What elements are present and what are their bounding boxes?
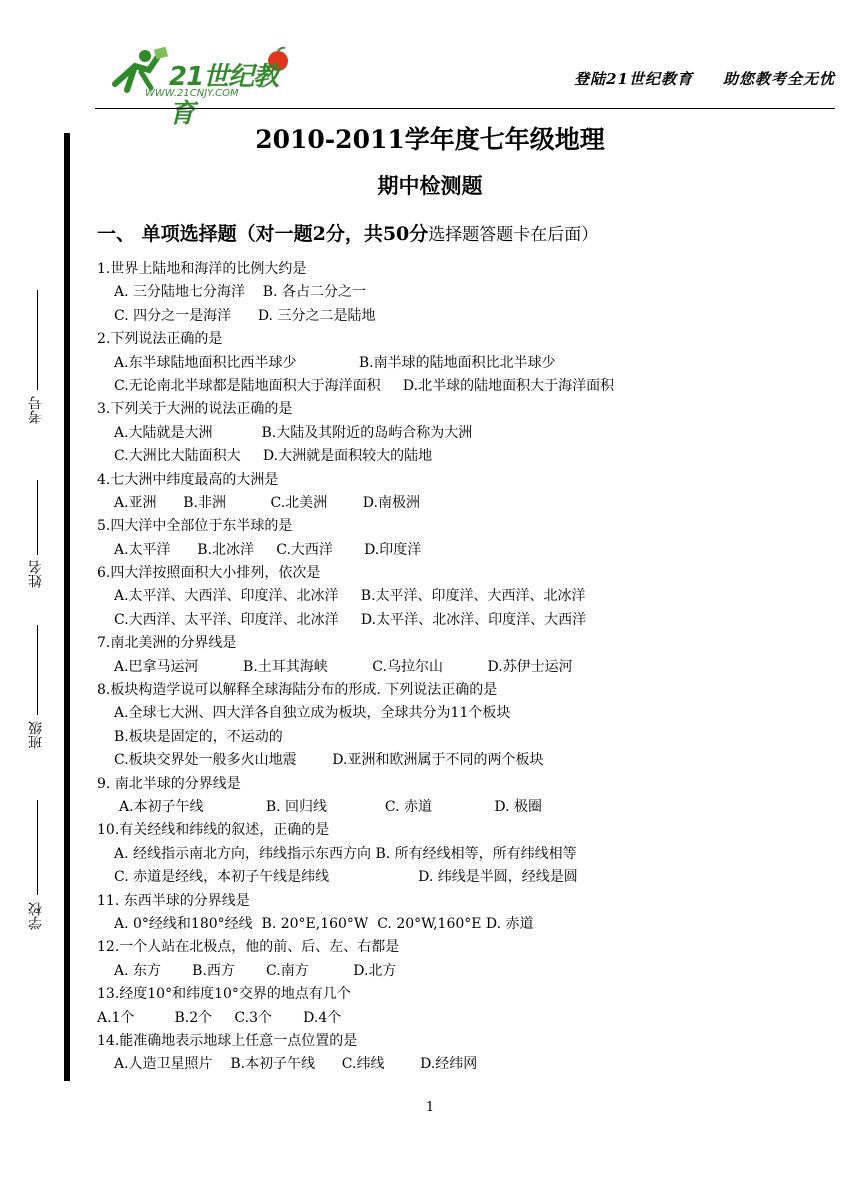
question-options: C. 赤道是经线，本初子午线是纬线 D. 纬线是半圆，经线是圆	[114, 869, 578, 886]
fill-line	[37, 290, 38, 390]
section-heading-main: 一、 单项选择题（对一题2分，共50分	[97, 223, 429, 245]
side-field-exam-number	[26, 290, 50, 440]
page-subtitle: 期中检测题	[377, 173, 483, 198]
question-options: A.太平洋、大西洋、印度洋、北冰洋 B.太平洋、印度洋、大西洋、北冰洋	[114, 588, 586, 605]
question-options: A.1个 B.2个 C.3个 D.4个	[97, 1009, 342, 1026]
question-stem: 12.一个人站在北极点，他的前、后、左、右都是	[97, 939, 400, 956]
side-label: 班级	[28, 721, 44, 749]
side-field-school	[26, 800, 50, 950]
question-options: A.全球七大洲、四大洋各自独立成为板块，全球共分为11个板块	[114, 705, 511, 722]
side-label: 考号	[28, 396, 44, 424]
question-stem: 3.下列关于大洲的说法正确的是	[97, 401, 293, 418]
page-header	[95, 40, 835, 129]
section-heading-note: 选择题答题卡在后面）	[428, 225, 599, 245]
side-label: 学校	[28, 902, 44, 930]
question-options: B.板块是固定的，不运动的	[114, 728, 283, 745]
header-slogan	[544, 68, 835, 89]
question-options: A.亚洲 B.非洲 C.北美洲 D.南极洲	[114, 494, 420, 511]
question-list	[97, 258, 837, 1077]
question-options: A. 三分陆地七分海洋 B. 各占二分之一	[114, 284, 366, 301]
side-field-name	[26, 480, 50, 630]
question-options: C.板块交界处一般多火山地震 D.亚洲和欧洲属于不同的两个板块	[114, 752, 544, 769]
side-field-class	[26, 625, 50, 775]
question-stem: 8.板块构造学说可以解释全球海陆分布的形成. 下列说法正确的是	[97, 682, 498, 699]
question-stem: 11. 东西半球的分界线是	[97, 892, 250, 909]
question-options: C.大洲比大陆面积大 D.大洲就是面积较大的陆地	[114, 448, 433, 465]
question-stem: 14.能准确地表示地球上任意一点位置的是	[97, 1032, 358, 1049]
fill-line	[37, 800, 38, 895]
question-options: C.无论南北半球都是陆地面积大于海洋面积 D.北半球的陆地面积大于海洋面积	[114, 377, 615, 394]
slogan-2: 助您教考全无忧	[722, 70, 835, 88]
question-stem: 9. 南北半球的分界线是	[97, 775, 241, 792]
question-stem: 2.下列说法正确的是	[97, 331, 223, 348]
side-label: 姓名	[28, 560, 44, 588]
question-options: A.本初子午线 B. 回归线 C. 赤道 D. 极圈	[119, 798, 542, 815]
question-stem: 10.有关经线和纬线的叙述，正确的是	[97, 822, 330, 839]
question-options: A. 经线指示南北方向，纬线指示东西方向 B. 所有经线相等，所有纬线相等	[114, 845, 577, 862]
question-options: A.大陆就是大洲 B.大陆及其附近的岛屿合称为大洲	[114, 424, 473, 441]
question-options: A.巴拿马运河 B.土耳其海峡 C.乌拉尔山 D.苏伊士运河	[114, 658, 573, 675]
question-stem: 1.世界上陆地和海洋的比例大约是	[97, 261, 307, 277]
binding-bar	[64, 133, 70, 1081]
fill-line	[37, 480, 38, 555]
slogan-1: 登陆21世纪教育	[574, 70, 693, 88]
question-stem: 7.南北美洲的分界线是	[97, 635, 237, 652]
logo-url: WWW.21CNJY.COM	[145, 88, 239, 99]
question-options: A.东半球陆地面积比西半球少 B.南半球的陆地面积比北半球少	[114, 354, 556, 371]
question-stem: 5.四大洋中全部位于东半球的是	[97, 518, 293, 535]
page-title: 2010-2011学年度七年级地理	[255, 125, 605, 154]
question-options: A.人造卫星照片 B.本初子午线 C.纬线 D.经纬网	[114, 1056, 478, 1073]
question-stem: 13.经度10°和纬度10°交界的地点有几个	[97, 986, 351, 1003]
question-options: A. 0°经线和180°经线 B. 20°E,160°W C. 20°W,160°E D. 赤道	[114, 915, 534, 932]
logo-text: 21世纪教育	[169, 62, 279, 129]
question-options: A.太平洋 B.北冰洋 C.大西洋 D.印度洋	[114, 541, 422, 558]
header-divider	[95, 108, 835, 109]
section-heading	[97, 219, 598, 246]
fill-line	[37, 625, 38, 715]
logo	[105, 44, 295, 129]
question-options: C. 四分之一是海洋 D. 三分之二是陆地	[114, 307, 376, 324]
question-stem: 4.七大洲中纬度最高的大洲是	[97, 471, 279, 488]
question-options: C.大西洋、太平洋、印度洋、北冰洋 D.太平洋、北冰洋、印度洋、大西洋	[114, 611, 587, 628]
question-options: A. 东方 B.西方 C.南方 D.北方	[114, 962, 397, 979]
question-stem: 6.四大洋按照面积大小排列，依次是	[97, 565, 321, 582]
page-number: 1	[425, 1100, 435, 1115]
